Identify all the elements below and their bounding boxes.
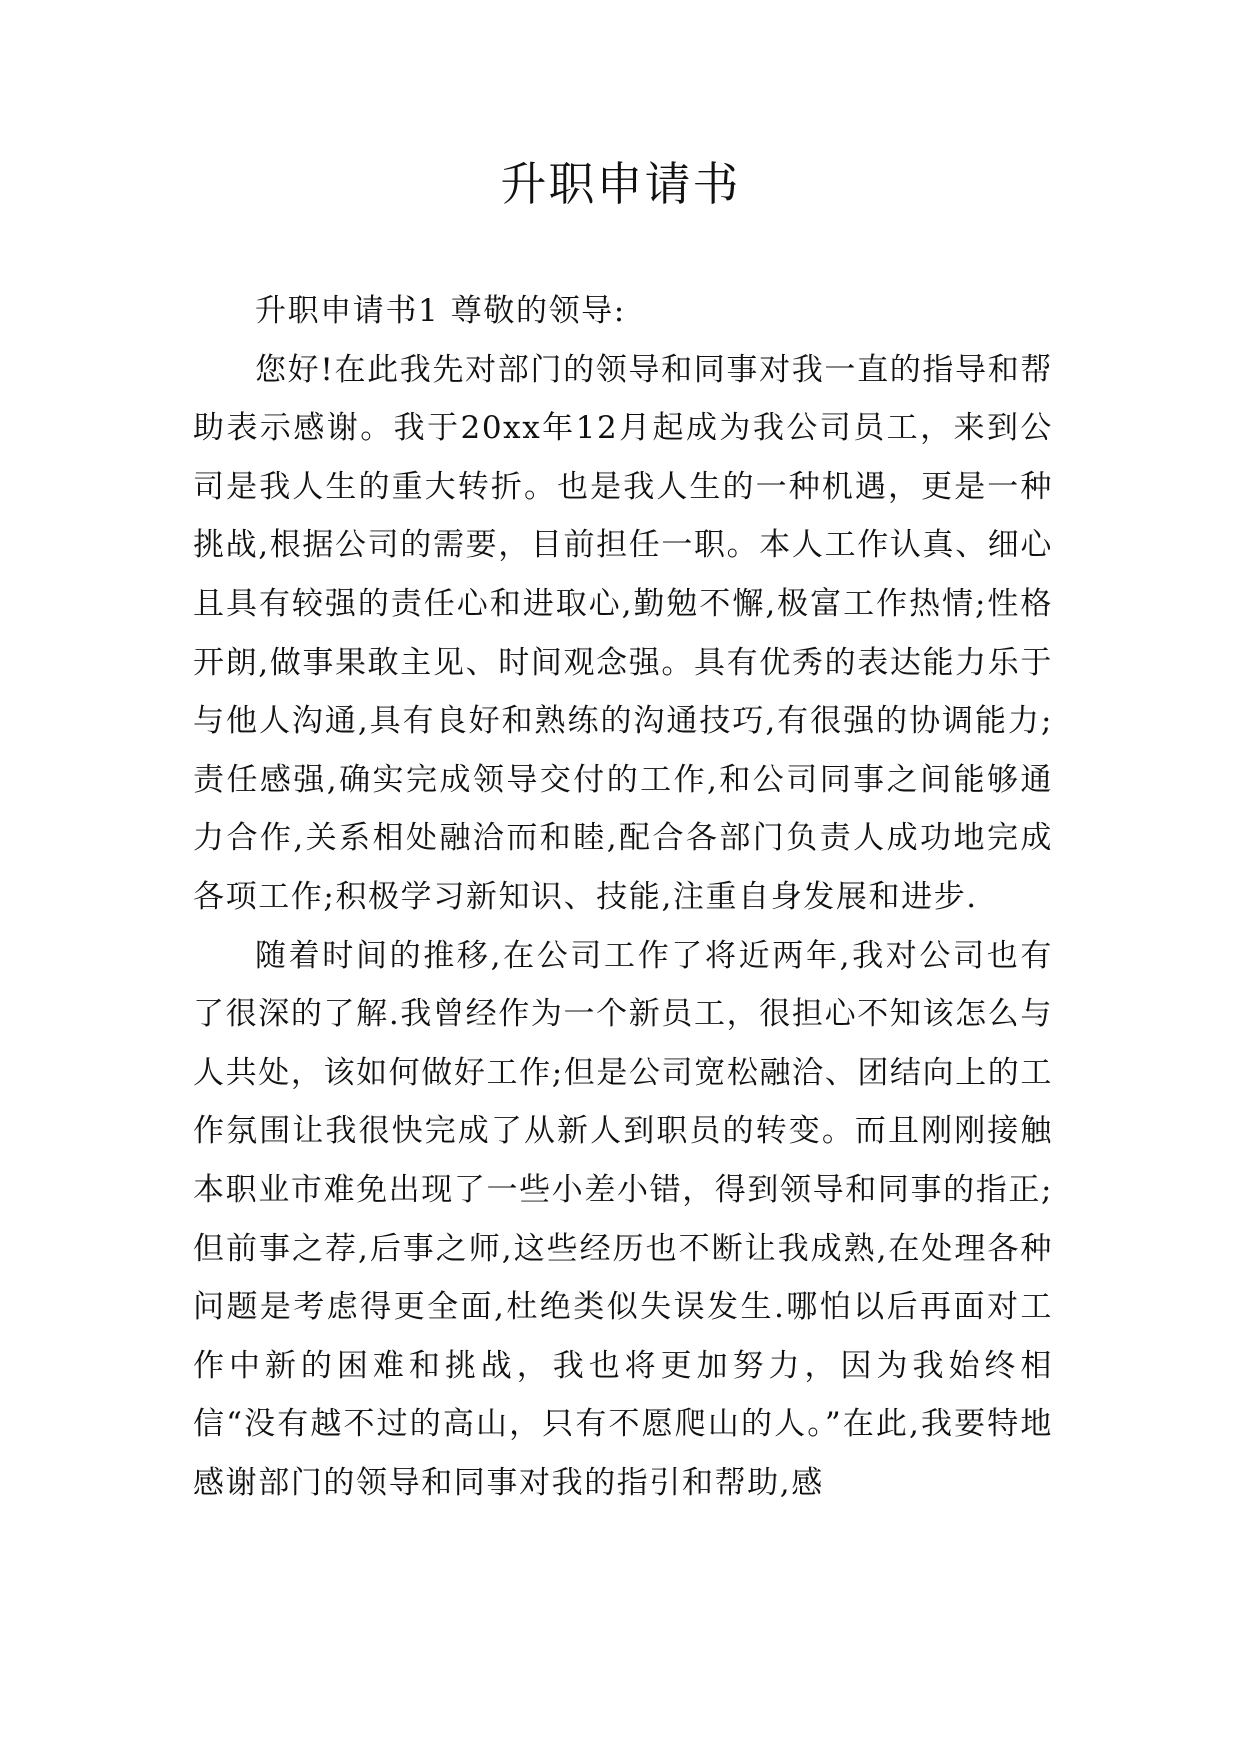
paragraph-introduction: 您好!在此我先对部门的领导和同事对我一直的指导和帮助表示感谢。我于20xx年12月起成为我公司员工，来到公司是我人生的重大转折。也是我人生的一种机遇，更是一种挑战,根据公司的需要，目前担任一职。本人工作认真、细心且具有较强的责任心和进取心,勤勉不懈,极富工作热情;性格开朗,做事果敢主见、时间观念强。具有优秀的表达能力乐于与他人沟通,具有良好和熟练的沟通技巧,有很强的协调能力;责任感强,确实完成领导交付的工作,和公司同事之间能够通力合作,关系相处融洽而和睦,配合各部门负责人成功地完成各项工作;积极学习新知识、技能,注重自身发展和进步.	[193, 351, 1053, 915]
paragraph-salutation: 升职申请书1 尊敬的领导:	[255, 293, 626, 329]
document-title: 升职申请书	[500, 157, 741, 211]
document-body	[193, 282, 1053, 1512]
paragraph-experience: 随着时间的推移,在公司工作了将近两年,我对公司也有了很深的了解.我曾经作为一个新员工，很担心不知该怎么与人共处，该如何做好工作;但是公司宽松融洽、团结向上的工作氛围让我很快完成了从新人到职员的转变。而且刚刚接触本职业市难免出现了一些小差小错，得到领导和同事的指正;但前事之荐,后事之师,这些经历也不断让我成熟,在处理各种问题是考虑得更全面,杜绝类似失误发生.哪怕以后再面对工作中新的困难和挑战，我也将更加努力，因为我始终相信“没有越不过的高山，只有不愿爬山的人。”在此,我要特地感谢部门的领导和同事对我的指引和帮助,感	[193, 937, 1053, 1501]
